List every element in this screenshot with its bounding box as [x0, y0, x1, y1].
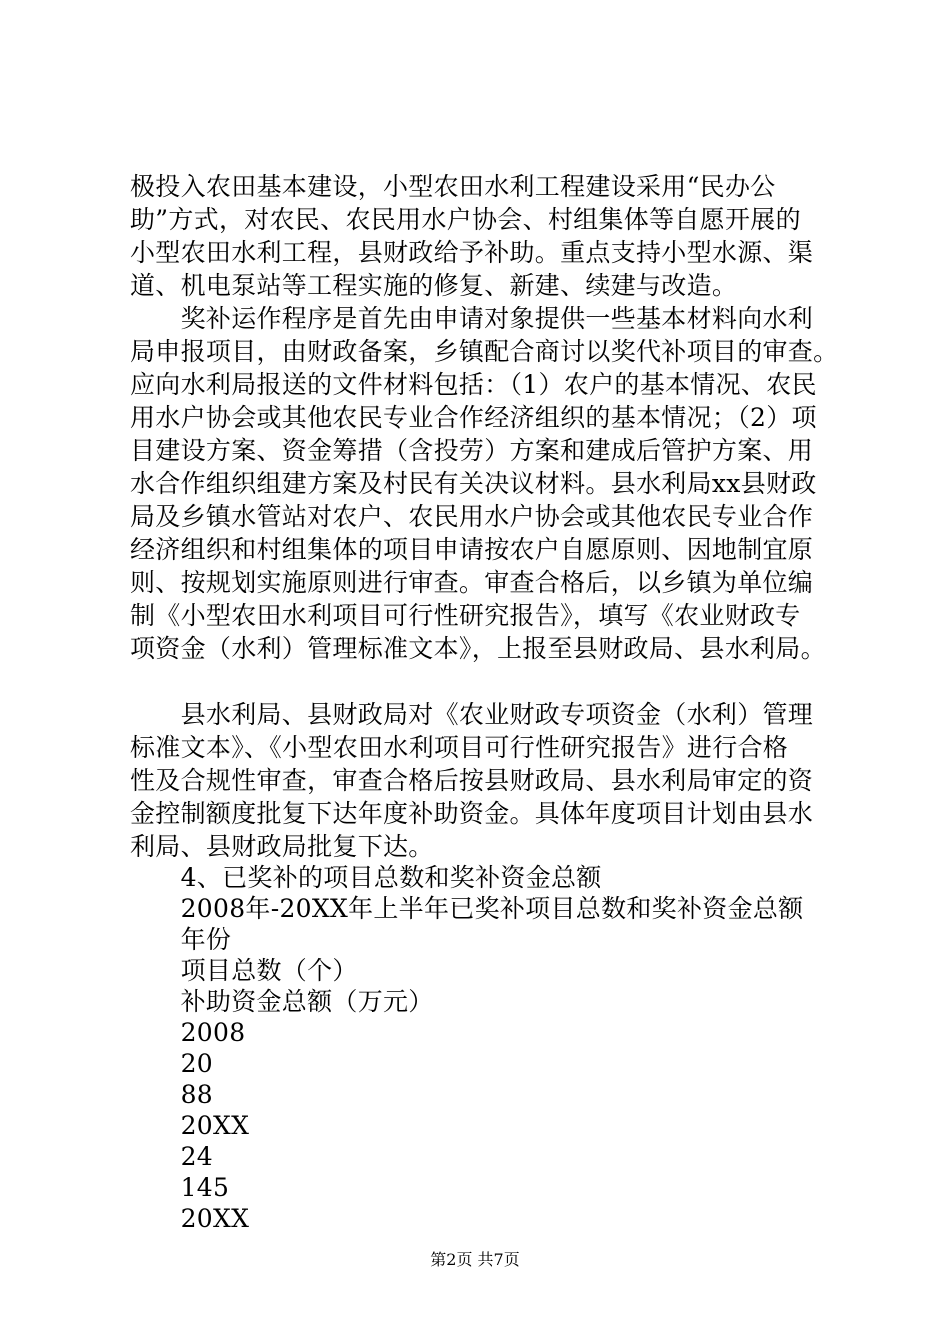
paragraph-line: 目建设方案、资金筹措（含投劳）方案和建成后管护方案、用 [130, 436, 814, 465]
paragraph-line: 水合作组织组建方案及村民有关决议材料。县水利局xx县财政 [130, 469, 817, 498]
paragraph-line: 用水户协会或其他农民专业合作经济组织的基本情况；（2）项 [130, 403, 817, 432]
paragraph-line: 金控制额度批复下达年度补助资金。具体年度项目计划由县水 [130, 799, 814, 828]
paragraph-line: 县水利局、县财政局对《农业财政专项资金（水利）管理 [130, 700, 814, 729]
table-cell: 项目总数（个） [130, 956, 358, 985]
table-cell: 24 [130, 1142, 214, 1171]
paragraph-line: 小型农田水利工程，县财政给予补助。重点支持小型水源、渠 [130, 238, 814, 267]
paragraph-line: 项资金（水利）管理标准文本》，上报至县财政局、县水利局。 [130, 634, 826, 663]
table-cell: 年份 [130, 925, 232, 954]
section-heading: 4、已奖补的项目总数和奖补资金总额 [130, 863, 602, 892]
paragraph-line: 道、机电泵站等工程实施的修复、新建、续建与改造。 [130, 271, 738, 300]
paragraph-line: 助”方式，对农民、农民用水户协会、村组集体等自愿开展的 [130, 205, 801, 234]
table-cell: 20XX [130, 1204, 250, 1233]
paragraph-line: 制《小型农田水利项目可行性研究报告》，填写《农业财政专 [130, 601, 801, 630]
paragraph-line: 奖补运作程序是首先由申请对象提供一些基本材料向水利 [130, 304, 814, 333]
table-cell: 补助资金总额（万元） [130, 987, 434, 1016]
paragraph-line: 性及合规性审查，审查合格后按县财政局、县水利局审定的资 [130, 766, 814, 795]
paragraph-line: 极投入农田基本建设，小型农田水利工程建设采用“民办公 [130, 172, 776, 201]
table-title: 2008年-20XX年上半年已奖补项目总数和奖补资金总额 [130, 894, 804, 923]
paragraph-line: 应向水利局报送的文件材料包括：（1）农户的基本情况、农民 [130, 370, 817, 399]
paragraph-line: 利局、县财政局批复下达。 [130, 832, 434, 861]
table-cell: 20XX [130, 1111, 250, 1140]
paragraph-line: 则、按规划实施原则进行审查。审查合格后，以乡镇为单位编 [130, 568, 814, 597]
table-cell: 2008 [130, 1018, 246, 1047]
table-cell: 88 [130, 1080, 214, 1109]
paragraph-line: 局申报项目，由财政备案，乡镇配合商讨以奖代补项目的审查。 [130, 337, 839, 366]
paragraph-line: 标准文本》、《小型农田水利项目可行性研究报告》进行合格 [130, 733, 789, 762]
table-cell: 20 [130, 1049, 214, 1078]
table-cell: 145 [130, 1173, 230, 1202]
page-footer: 第2页 共7页 [430, 1250, 520, 1269]
paragraph-line: 局及乡镇水管站对农户、农民用水户协会或其他农民专业合作 [130, 502, 814, 531]
paragraph-line: 经济组织和村组集体的项目申请按农户自愿原则、因地制宜原 [130, 535, 814, 564]
